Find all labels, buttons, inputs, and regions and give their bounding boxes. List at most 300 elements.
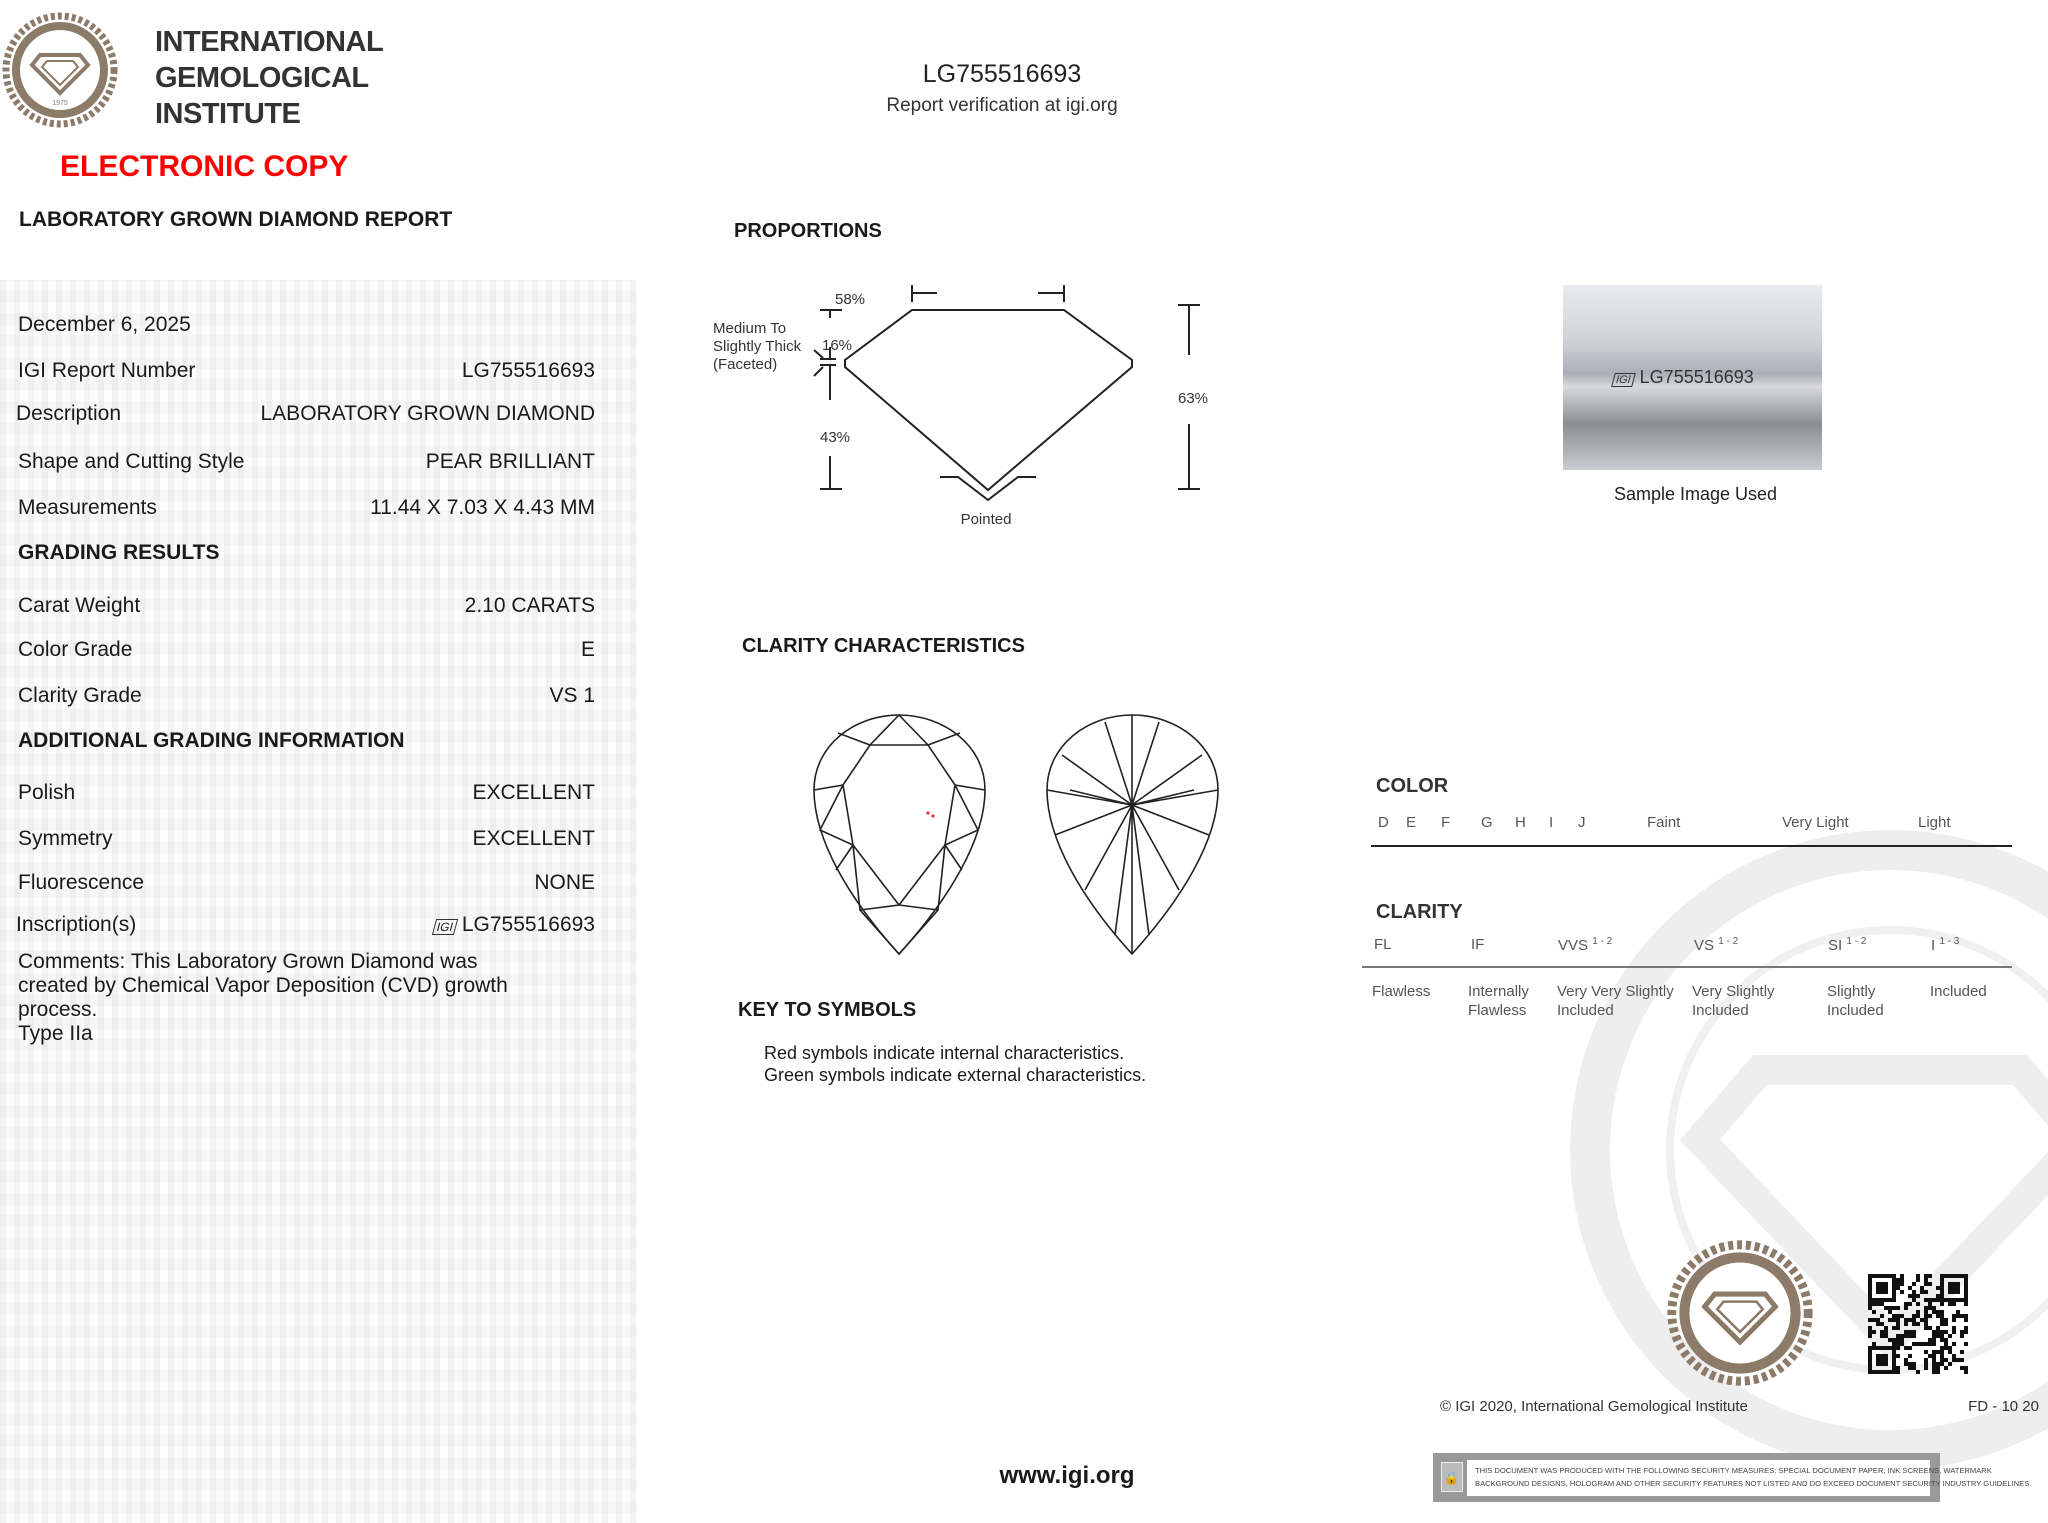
qr-module bbox=[1948, 1274, 1952, 1278]
qr-module bbox=[1960, 1298, 1964, 1302]
qr-module bbox=[1868, 1334, 1872, 1338]
qr-module bbox=[1904, 1334, 1908, 1338]
qr-module bbox=[1896, 1354, 1900, 1358]
qr-module bbox=[1948, 1346, 1952, 1350]
qr-module bbox=[1884, 1298, 1888, 1302]
qr-module bbox=[1916, 1274, 1920, 1278]
qr-module bbox=[1880, 1302, 1884, 1306]
clarity-grade-i: I $^{1 - 3}$ bbox=[1931, 936, 1960, 954]
qr-module bbox=[1964, 1330, 1968, 1334]
clarity-grade-vs: VS $^{1 - 2}$ bbox=[1694, 936, 1739, 954]
qr-module bbox=[1940, 1362, 1944, 1366]
qr-module bbox=[1884, 1282, 1888, 1286]
clarity-characteristics-heading: CLARITY CHARACTERISTICS bbox=[742, 635, 1025, 657]
qr-module bbox=[1940, 1286, 1944, 1290]
igi-inscription-logo-icon: IGI bbox=[1611, 373, 1635, 387]
qr-module bbox=[1892, 1338, 1896, 1342]
color-grade-light: Light bbox=[1918, 814, 1951, 831]
girdle-line-1: Medium To bbox=[713, 320, 787, 337]
qr-module bbox=[1888, 1310, 1892, 1314]
qr-module bbox=[1916, 1302, 1920, 1306]
svg-text:1975: 1975 bbox=[52, 100, 68, 107]
qr-module bbox=[1936, 1350, 1940, 1354]
color-grade-f: F bbox=[1441, 814, 1451, 831]
igi-inscription-logo-icon: IGI bbox=[432, 919, 458, 935]
qr-module bbox=[1880, 1370, 1884, 1374]
qr-module bbox=[1912, 1318, 1916, 1322]
qr-module bbox=[1960, 1358, 1964, 1362]
qr-module bbox=[1908, 1366, 1912, 1370]
qr-module bbox=[1900, 1282, 1904, 1286]
org-name-line-1: INTERNATIONAL bbox=[155, 26, 384, 58]
clarity-grade-vvs: VVS $^{1 - 2}$ bbox=[1558, 936, 1613, 954]
verification-link[interactable]: Report verification at igi.org bbox=[886, 95, 1118, 116]
qr-module bbox=[1904, 1306, 1908, 1310]
inscription-text: LG755516693 bbox=[461, 913, 595, 936]
qr-module bbox=[1952, 1342, 1956, 1346]
qr-module bbox=[1924, 1322, 1928, 1326]
qr-module bbox=[1964, 1314, 1968, 1318]
qr-module bbox=[1936, 1294, 1940, 1298]
qr-module bbox=[1940, 1302, 1944, 1306]
qr-module bbox=[1900, 1314, 1904, 1318]
qr-module bbox=[1916, 1278, 1920, 1282]
qr-module bbox=[1868, 1370, 1872, 1374]
qr-module bbox=[1956, 1282, 1960, 1286]
qr-module bbox=[1956, 1314, 1960, 1318]
qr-module bbox=[1940, 1290, 1944, 1294]
qr-module bbox=[1880, 1358, 1884, 1362]
internal-inclusion-mark bbox=[926, 811, 929, 814]
qr-module bbox=[1916, 1314, 1920, 1318]
qr-module bbox=[1908, 1302, 1912, 1306]
key-to-symbols-heading: KEY TO SYMBOLS bbox=[738, 999, 917, 1021]
color-grade-h: H bbox=[1515, 814, 1526, 831]
header-report-number: LG755516693 bbox=[922, 60, 1082, 88]
qr-module bbox=[1960, 1314, 1964, 1318]
qr-module bbox=[1888, 1338, 1892, 1342]
form-code: FD - 10 20 bbox=[1968, 1398, 2039, 1415]
clarity-plot-diagram bbox=[800, 705, 1240, 965]
qr-module bbox=[1952, 1302, 1956, 1306]
qr-module bbox=[1932, 1358, 1936, 1362]
qr-module bbox=[1932, 1298, 1936, 1302]
org-name-line-2: GEMOLOGICAL bbox=[155, 62, 369, 94]
qr-module bbox=[1900, 1342, 1904, 1346]
qr-module bbox=[1880, 1286, 1884, 1290]
qr-module bbox=[1908, 1354, 1912, 1358]
qr-module bbox=[1880, 1322, 1884, 1326]
qr-module bbox=[1932, 1338, 1936, 1342]
qr-module bbox=[1924, 1298, 1928, 1302]
qr-module bbox=[1932, 1362, 1936, 1366]
qr-module bbox=[1944, 1358, 1948, 1362]
qr-module bbox=[1940, 1338, 1944, 1342]
qr-module bbox=[1932, 1334, 1936, 1338]
qr-module bbox=[1940, 1310, 1944, 1314]
qr-module bbox=[1924, 1274, 1928, 1278]
qr-module bbox=[1936, 1310, 1940, 1314]
qr-module bbox=[1884, 1334, 1888, 1338]
qr-module bbox=[1964, 1286, 1968, 1290]
color-scale-line bbox=[1371, 845, 2012, 847]
qr-module bbox=[1924, 1350, 1928, 1354]
qr-module bbox=[1884, 1290, 1888, 1294]
color-scale-heading: COLOR bbox=[1376, 775, 1449, 797]
qr-module bbox=[1896, 1346, 1900, 1350]
depth-percent: 63% bbox=[1178, 390, 1209, 407]
security-line-2: BACKGROUND DESIGNS, HOLOGRAM AND OTHER SECURITY FEATURES NOT LISTED AND DO EXCEED DOCUMENT SECURITY INDUSTRY GUIDELINES. bbox=[1475, 1479, 2032, 1488]
qr-module bbox=[1892, 1278, 1896, 1282]
security-line-1: THIS DOCUMENT WAS PRODUCED WITH THE FOLLOWING SECURITY MEASURES: SPECIAL DOCUMENT PAPER, INK SCREENS, WATERMARK bbox=[1475, 1466, 1992, 1475]
copyright-text: © IGI 2020, International Gemological Institute bbox=[1440, 1398, 1748, 1415]
qr-module bbox=[1948, 1282, 1952, 1286]
qr-module bbox=[1900, 1334, 1904, 1338]
qr-module bbox=[1872, 1330, 1876, 1334]
qr-module bbox=[1868, 1330, 1872, 1334]
qr-module bbox=[1884, 1358, 1888, 1362]
qr-module bbox=[1944, 1346, 1948, 1350]
qr-module bbox=[1924, 1278, 1928, 1282]
value-symmetry: EXCELLENT bbox=[472, 827, 595, 850]
qr-module bbox=[1952, 1358, 1956, 1362]
qr-module bbox=[1904, 1322, 1908, 1326]
qr-module bbox=[1912, 1322, 1916, 1326]
qr-module bbox=[1932, 1350, 1936, 1354]
pavilion-view-facets bbox=[1047, 715, 1218, 954]
qr-module bbox=[1960, 1274, 1964, 1278]
qr-module bbox=[1952, 1282, 1956, 1286]
color-grade-i: I bbox=[1549, 814, 1554, 831]
qr-module bbox=[1964, 1274, 1968, 1278]
qr-module bbox=[1932, 1306, 1936, 1310]
qr-module bbox=[1964, 1294, 1968, 1298]
qr-module bbox=[1904, 1318, 1908, 1322]
qr-module bbox=[1940, 1354, 1944, 1358]
qr-module bbox=[1904, 1302, 1908, 1306]
color-grade-very-light: Very Light bbox=[1782, 814, 1849, 831]
qr-module bbox=[1868, 1326, 1872, 1330]
qr-module bbox=[1904, 1346, 1908, 1350]
qr-module bbox=[1924, 1318, 1928, 1322]
qr-module bbox=[1948, 1290, 1952, 1294]
qr-module bbox=[1892, 1286, 1896, 1290]
qr-module bbox=[1868, 1282, 1872, 1286]
qr-module bbox=[1892, 1346, 1896, 1350]
key-line-red: Red symbols indicate internal characteristics. bbox=[764, 1043, 1125, 1063]
qr-module bbox=[1892, 1350, 1896, 1354]
qr-module bbox=[1936, 1366, 1940, 1370]
qr-module bbox=[1868, 1318, 1872, 1322]
qr-module bbox=[1908, 1346, 1912, 1350]
qr-module bbox=[1912, 1282, 1916, 1286]
qr-module bbox=[1872, 1298, 1876, 1302]
website-link[interactable]: www.igi.org bbox=[999, 1462, 1135, 1489]
qr-module bbox=[1948, 1334, 1952, 1338]
qr-module bbox=[1896, 1314, 1900, 1318]
qr-module bbox=[1896, 1326, 1900, 1330]
qr-module bbox=[1900, 1274, 1904, 1278]
label-clarity: Clarity Grade bbox=[18, 684, 142, 707]
qr-module bbox=[1916, 1322, 1920, 1326]
qr-module bbox=[1964, 1370, 1968, 1374]
qr-module bbox=[1868, 1274, 1872, 1278]
qr-module bbox=[1876, 1322, 1880, 1326]
qr-module bbox=[1936, 1314, 1940, 1318]
qr-module bbox=[1940, 1322, 1944, 1326]
qr-module bbox=[1896, 1322, 1900, 1326]
qr-module bbox=[1908, 1334, 1912, 1338]
qr-module bbox=[1880, 1274, 1884, 1278]
qr-module bbox=[1868, 1350, 1872, 1354]
crown-percent: 16% bbox=[822, 337, 853, 354]
label-polish: Polish bbox=[18, 781, 76, 804]
qr-module bbox=[1924, 1362, 1928, 1366]
qr-module bbox=[1924, 1314, 1928, 1318]
qr-module bbox=[1868, 1346, 1872, 1350]
qr-module bbox=[1956, 1290, 1960, 1294]
qr-module bbox=[1880, 1330, 1884, 1334]
clarity-desc-fl: Flawless bbox=[1372, 983, 1431, 1000]
qr-module bbox=[1868, 1278, 1872, 1282]
qr-module bbox=[1888, 1370, 1892, 1374]
table-bracket bbox=[912, 285, 1064, 302]
qr-module bbox=[1952, 1286, 1956, 1290]
value-report-number: LG755516693 bbox=[461, 359, 595, 382]
qr-module bbox=[1956, 1358, 1960, 1362]
qr-module bbox=[1896, 1334, 1900, 1338]
qr-module bbox=[1896, 1306, 1900, 1310]
qr-module bbox=[1876, 1318, 1880, 1322]
clarity-desc-si: Slightly Included bbox=[1827, 983, 1884, 1019]
additional-info-heading: ADDITIONAL GRADING INFORMATION bbox=[18, 729, 405, 752]
clarity-desc-vvs: Very Very Slightly Included bbox=[1557, 983, 1674, 1019]
qr-module bbox=[1924, 1290, 1928, 1294]
qr-module bbox=[1960, 1330, 1964, 1334]
qr-module bbox=[1912, 1362, 1916, 1366]
pavilion-percent: 43% bbox=[820, 429, 851, 446]
qr-module bbox=[1928, 1354, 1932, 1358]
qr-module bbox=[1868, 1286, 1872, 1290]
qr-module bbox=[1876, 1358, 1880, 1362]
qr-module bbox=[1964, 1302, 1968, 1306]
qr-module bbox=[1952, 1354, 1956, 1358]
qr-module bbox=[1964, 1290, 1968, 1294]
qr-module bbox=[1940, 1358, 1944, 1362]
qr-module bbox=[1876, 1370, 1880, 1374]
sample-inscription-text: LG755516693 bbox=[1639, 367, 1754, 387]
qr-module bbox=[1900, 1290, 1904, 1294]
qr-module bbox=[1896, 1286, 1900, 1290]
qr-module bbox=[1924, 1358, 1928, 1362]
lock-document-icon: 🔒 bbox=[1441, 1462, 1463, 1492]
qr-module bbox=[1868, 1354, 1872, 1358]
crown-view-outline bbox=[814, 715, 985, 954]
qr-module bbox=[1876, 1302, 1880, 1306]
igi-seal-logo-icon bbox=[2, 13, 118, 127]
qr-module bbox=[1916, 1310, 1920, 1314]
qr-module bbox=[1908, 1318, 1912, 1322]
qr-module bbox=[1924, 1366, 1928, 1370]
qr-module bbox=[1888, 1274, 1892, 1278]
qr-module bbox=[1964, 1318, 1968, 1322]
qr-module bbox=[1892, 1290, 1896, 1294]
qr-module bbox=[1868, 1294, 1872, 1298]
diamond-profile bbox=[845, 310, 1132, 490]
qr-module bbox=[1940, 1298, 1944, 1302]
qr-module bbox=[1880, 1298, 1884, 1302]
qr-module bbox=[1876, 1286, 1880, 1290]
qr-module bbox=[1920, 1290, 1924, 1294]
qr-module bbox=[1944, 1322, 1948, 1326]
qr-module bbox=[1936, 1370, 1940, 1374]
security-notice-box bbox=[1433, 1453, 2032, 1502]
sample-image-caption: Sample Image Used bbox=[1613, 484, 1778, 504]
qr-module bbox=[1872, 1342, 1876, 1346]
clarity-grade-si: SI $^{1 - 2}$ bbox=[1828, 936, 1867, 954]
qr-module bbox=[1940, 1334, 1944, 1338]
qr-module bbox=[1884, 1286, 1888, 1290]
qr-module bbox=[1952, 1330, 1956, 1334]
qr-module bbox=[1892, 1354, 1896, 1358]
qr-module bbox=[1884, 1274, 1888, 1278]
crown-view-facets bbox=[814, 715, 985, 954]
qr-module bbox=[1932, 1330, 1936, 1334]
qr-module bbox=[1960, 1366, 1964, 1370]
qr-module bbox=[1872, 1274, 1876, 1278]
qr-module bbox=[1964, 1366, 1968, 1370]
value-description: LABORATORY GROWN DIAMOND bbox=[260, 402, 595, 425]
qr-module bbox=[1888, 1318, 1892, 1322]
qr-module bbox=[1920, 1342, 1924, 1346]
qr-module bbox=[1884, 1326, 1888, 1330]
color-grade-g: G bbox=[1481, 814, 1493, 831]
qr-module bbox=[1876, 1274, 1880, 1278]
comments-line-4: Type IIa bbox=[18, 1022, 93, 1045]
qr-module bbox=[1928, 1342, 1932, 1346]
qr-module bbox=[1888, 1298, 1892, 1302]
qr-module bbox=[1876, 1282, 1880, 1286]
qr-module bbox=[1928, 1298, 1932, 1302]
value-fluorescence: NONE bbox=[534, 871, 595, 894]
qr-module bbox=[1876, 1362, 1880, 1366]
qr-module bbox=[1964, 1326, 1968, 1330]
qr-module bbox=[1960, 1334, 1964, 1338]
qr-module bbox=[1948, 1298, 1952, 1302]
qr-module bbox=[1868, 1298, 1872, 1302]
value-inscription bbox=[434, 913, 595, 937]
culet-mark bbox=[940, 477, 1036, 500]
org-name-line-3: INSTITUTE bbox=[155, 98, 301, 130]
qr-module bbox=[1896, 1282, 1900, 1286]
qr-module bbox=[1928, 1302, 1932, 1306]
qr-code[interactable] bbox=[1868, 1274, 1968, 1372]
report-date: December 6, 2025 bbox=[18, 313, 191, 336]
color-grade-j: J bbox=[1578, 814, 1586, 831]
report-title: LABORATORY GROWN DIAMOND REPORT bbox=[19, 208, 453, 231]
qr-module bbox=[1952, 1318, 1956, 1322]
qr-module bbox=[1904, 1330, 1908, 1334]
qr-module bbox=[1872, 1370, 1876, 1374]
qr-module bbox=[1936, 1330, 1940, 1334]
qr-module bbox=[1956, 1298, 1960, 1302]
label-report-number: IGI Report Number bbox=[18, 359, 196, 382]
qr-module bbox=[1892, 1370, 1896, 1374]
clarity-grade-fl: FL bbox=[1374, 936, 1392, 953]
qr-module bbox=[1952, 1298, 1956, 1302]
qr-module bbox=[1944, 1366, 1948, 1370]
label-carat: Carat Weight bbox=[18, 594, 141, 617]
qr-module bbox=[1880, 1282, 1884, 1286]
qr-module bbox=[1908, 1330, 1912, 1334]
qr-module bbox=[1884, 1362, 1888, 1366]
label-fluorescence: Fluorescence bbox=[18, 871, 145, 894]
color-grade-faint: Faint bbox=[1647, 814, 1681, 831]
value-polish: EXCELLENT bbox=[472, 781, 595, 804]
qr-module bbox=[1924, 1282, 1928, 1286]
label-shape: Shape and Cutting Style bbox=[18, 450, 245, 473]
qr-module bbox=[1956, 1274, 1960, 1278]
qr-module bbox=[1940, 1330, 1944, 1334]
key-line-green: Green symbols indicate external characteristics. bbox=[764, 1065, 1147, 1085]
value-color: E bbox=[580, 638, 595, 661]
qr-module bbox=[1892, 1366, 1896, 1370]
qr-module bbox=[1908, 1362, 1912, 1366]
qr-module bbox=[1940, 1278, 1944, 1282]
qr-module bbox=[1912, 1290, 1916, 1294]
qr-module bbox=[1876, 1346, 1880, 1350]
qr-module bbox=[1912, 1294, 1916, 1298]
qr-module bbox=[1896, 1370, 1900, 1374]
qr-module bbox=[1872, 1310, 1876, 1314]
qr-module bbox=[1868, 1302, 1872, 1306]
qr-module bbox=[1940, 1346, 1944, 1350]
qr-module bbox=[1880, 1290, 1884, 1294]
qr-module bbox=[1952, 1290, 1956, 1294]
culet-label: Pointed bbox=[960, 511, 1012, 528]
qr-module bbox=[1892, 1342, 1896, 1346]
qr-module bbox=[1884, 1330, 1888, 1334]
qr-module bbox=[1892, 1298, 1896, 1302]
qr-module bbox=[1932, 1342, 1936, 1346]
qr-module bbox=[1880, 1354, 1884, 1358]
qr-module bbox=[1964, 1282, 1968, 1286]
qr-module bbox=[1964, 1278, 1968, 1282]
qr-module bbox=[1952, 1326, 1956, 1330]
qr-module bbox=[1912, 1330, 1916, 1334]
qr-module bbox=[1940, 1274, 1944, 1278]
qr-module bbox=[1956, 1310, 1960, 1314]
proportions-diagram bbox=[700, 270, 1260, 540]
qr-module bbox=[1876, 1298, 1880, 1302]
qr-module bbox=[1892, 1314, 1896, 1318]
qr-module bbox=[1884, 1346, 1888, 1350]
qr-module bbox=[1936, 1298, 1940, 1302]
qr-module bbox=[1896, 1278, 1900, 1282]
qr-module bbox=[1892, 1306, 1896, 1310]
qr-module bbox=[1940, 1350, 1944, 1354]
qr-module bbox=[1932, 1366, 1936, 1370]
qr-module bbox=[1892, 1318, 1896, 1322]
qr-module bbox=[1880, 1334, 1884, 1338]
qr-module bbox=[1880, 1346, 1884, 1350]
qr-module bbox=[1880, 1314, 1884, 1318]
qr-module bbox=[1888, 1306, 1892, 1310]
qr-module bbox=[1948, 1350, 1952, 1354]
qr-module bbox=[1936, 1334, 1940, 1338]
qr-module bbox=[1900, 1278, 1904, 1282]
qr-module bbox=[1892, 1362, 1896, 1366]
